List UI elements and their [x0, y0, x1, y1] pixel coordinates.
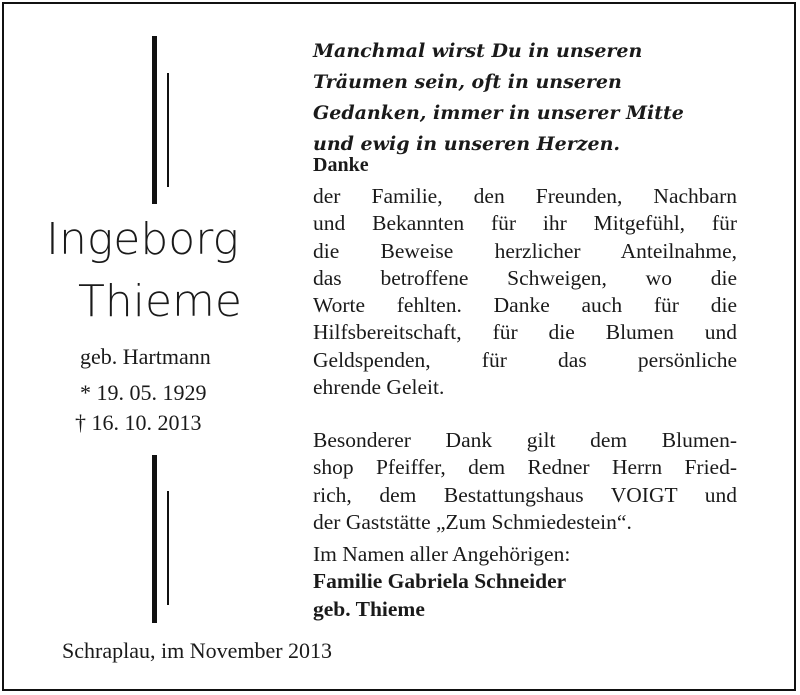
text-line: das betroffene Schweigen, wo die [313, 265, 737, 290]
deceased-last-name: Thieme [78, 276, 242, 327]
text-line: Geldspenden, für das persönliche [313, 347, 737, 372]
text-line: der Gaststätte „Zum Schmiedestein“. [313, 509, 632, 534]
text-line: Hilfsbereitschaft, für die Blumen und [313, 320, 737, 345]
closing-block [313, 541, 737, 623]
text-line: shop Pfeiffer, dem Redner Herrn Fried- [313, 455, 737, 480]
top-long-rule [152, 36, 157, 204]
closing-line: Im Namen aller Angehörigen: [313, 542, 571, 566]
bottom-short-rule [167, 491, 169, 605]
deceased-first-name: Ingeborg [46, 214, 239, 265]
text-line: und Bekannten für ihr Mitgefühl, für [313, 211, 737, 236]
text-line: Worte fehlten. Danke auch für die [313, 293, 737, 318]
signer-maiden: geb. Thieme [313, 596, 425, 621]
top-short-rule [167, 73, 169, 187]
text-line: die Beweise herzlicher Anteilnahme, [313, 238, 737, 263]
motto-line: Manchmal wirst Du in unseren [313, 40, 643, 62]
place-and-date: Schraplau, im November 2013 [62, 638, 333, 663]
death-date: † 16. 10. 2013 [75, 410, 202, 435]
text-line: ehrende Geleit. [313, 375, 445, 400]
birth-date: * 19. 05. 1929 [80, 380, 207, 405]
signer-name: Familie Gabriela Schneider [313, 569, 567, 594]
text-line: rich, dem Bestattungshaus VOIGT und [313, 482, 737, 507]
motto [313, 36, 737, 160]
motto-line: Gedanken, immer in unserer Mitte [313, 102, 684, 124]
special-thanks-paragraph [313, 427, 737, 536]
motto-line: und ewig in unseren Herzen. [313, 133, 621, 155]
maiden-name: geb. Hartmann [80, 344, 211, 369]
bottom-long-rule [152, 455, 157, 623]
motto-line: Träumen sein, oft in unseren [313, 71, 622, 93]
thanks-paragraph [313, 183, 737, 401]
text-line: Besonderer Dank gilt dem Blumen- [313, 428, 737, 452]
text-line: der Familie, den Freunden, Nachbarn [313, 184, 737, 208]
thanks-heading: Danke [313, 154, 369, 176]
